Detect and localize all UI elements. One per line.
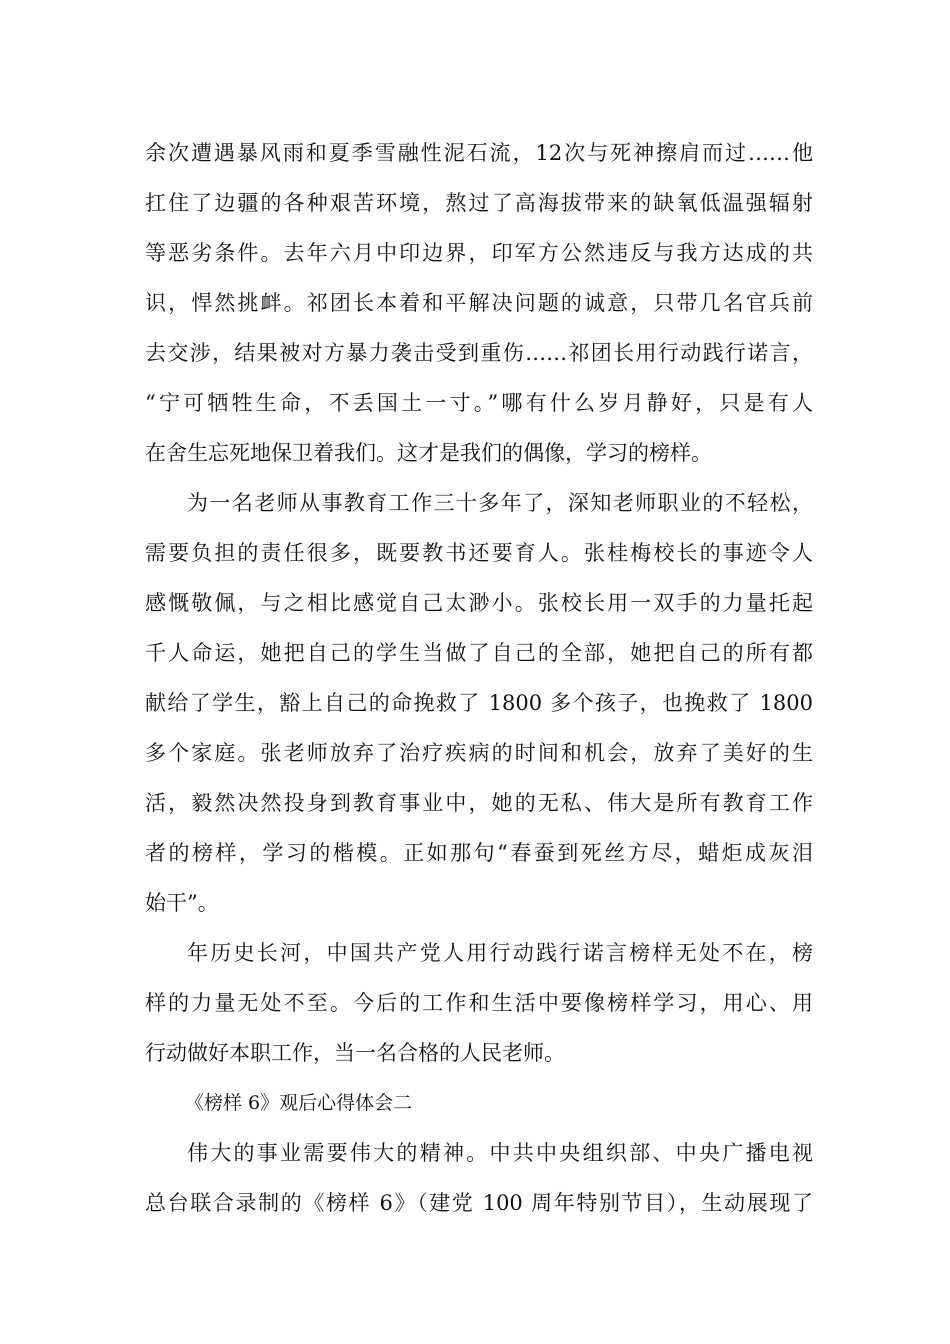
text-line: 千人命运，她把自己的学生当做了自己的全部，她把自己的所有都 [145, 641, 813, 665]
paragraph [145, 483, 813, 933]
document-body [145, 133, 813, 1233]
text-line: 伟大的事业需要伟大的精神。中共中央组织部、中央广播电视 [187, 1141, 813, 1165]
text-line: 需要负担的责任很多，既要教书还要育人。张桂梅校长的事迹令人 [145, 541, 813, 565]
text-line: 活，毅然决然投身到教育事业中，她的无私、伟大是所有教育工作 [145, 791, 813, 815]
paragraph [145, 1133, 813, 1233]
text-line: “宁可牺牲生命，不丢国土一寸。”哪有什么岁月静好，只是有人 [145, 391, 813, 415]
text-line: 者的榜样，学习的楷模。正如那句“春蚕到死丝方尽，蜡炬成灰泪 [145, 841, 813, 865]
text-line: 为一名老师从事教育工作三十多年了，深知老师职业的不轻松， [187, 491, 813, 515]
text-line: 年历史长河，中国共产党人用行动践行诺言榜样无处不在，榜 [187, 941, 813, 965]
text-line: 始干”。 [145, 891, 219, 915]
text-line: 扛住了边疆的各种艰苦环境，熬过了高海拔带来的缺氧低温强辐射 [145, 191, 813, 215]
paragraph [145, 133, 813, 483]
text-line: 样的力量无处不至。今后的工作和生活中要像榜样学习，用心、用 [145, 991, 813, 1015]
text-line: 总台联合录制的《榜样 6》（建党 100 周年特别节目），生动展现了 [145, 1191, 813, 1215]
text-line: 行动做好本职工作，当一名合格的人民老师。 [145, 1041, 565, 1065]
text-line: 感慨敬佩，与之相比感觉自己太渺小。张校长用一双手的力量托起 [145, 591, 813, 615]
paragraph [145, 933, 813, 1083]
text-line: 等恶劣条件。去年六月中印边界，印军方公然违反与我方达成的共 [145, 241, 813, 265]
text-line: 在舍生忘死地保卫着我们。这才是我们的偶像，学习的榜样。 [145, 441, 712, 465]
text-line: 多个家庭。张老师放弃了治疗疾病的时间和机会，放弃了美好的生 [145, 741, 813, 765]
text-line: 去交涉，结果被对方暴力袭击受到重伤……祁团长用行动践行诺言， [145, 341, 813, 365]
text-line: 献给了学生，豁上自己的命挽救了 1800 多个孩子，也挽救了 1800 [145, 691, 813, 715]
text-line: 识，悍然挑衅。祁团长本着和平解决问题的诚意，只带几名官兵前 [145, 291, 813, 315]
text-line: 余次遭遇暴风雨和夏季雪融性泥石流，12次与死神擦肩而过……他 [145, 141, 813, 165]
section-heading: 《榜样 6》观后心得体会二 [185, 1092, 413, 1114]
